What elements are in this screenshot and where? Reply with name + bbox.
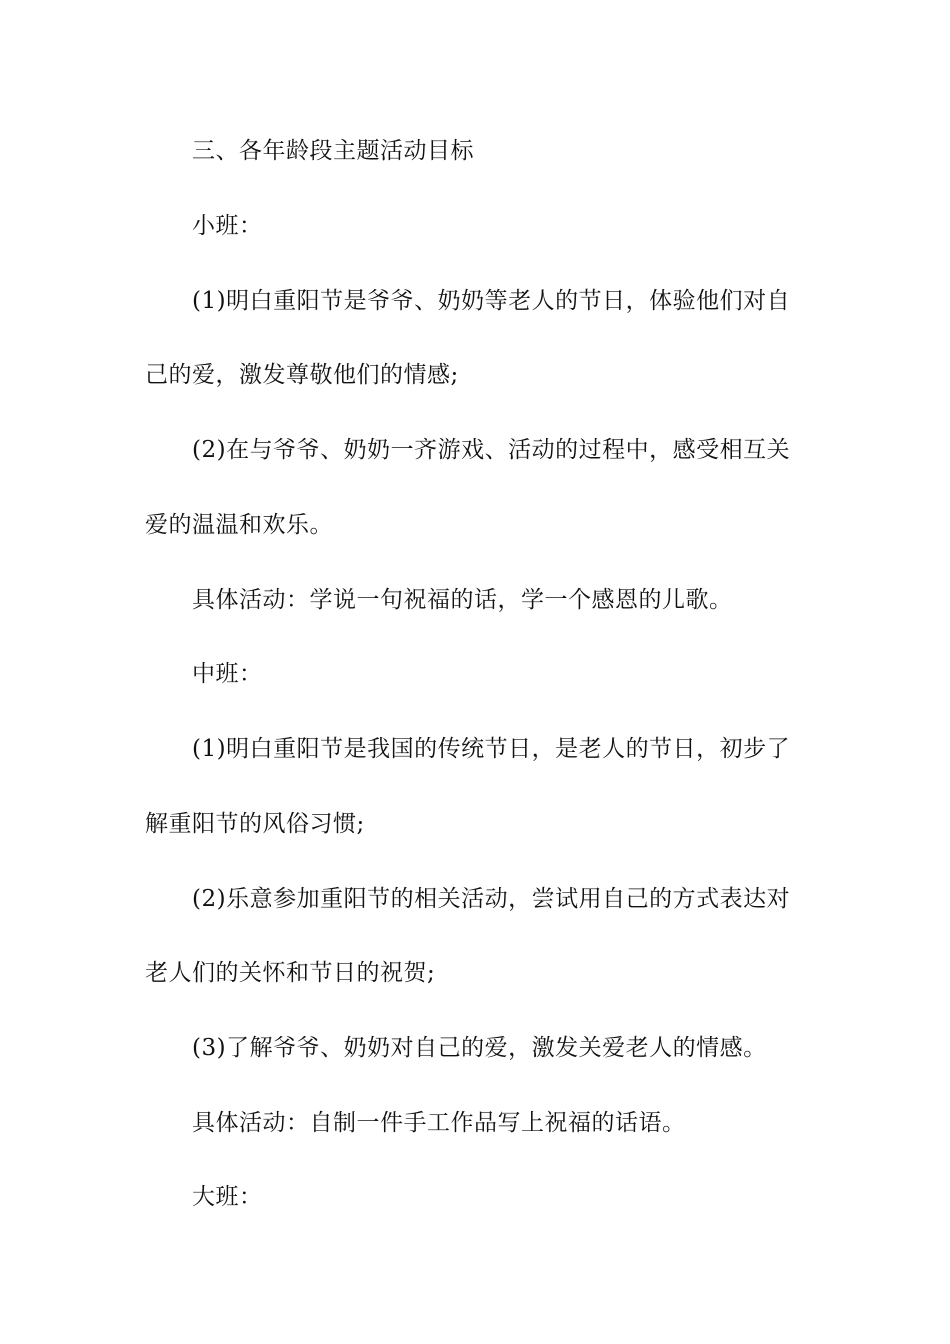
paragraph-line: (2)乐意参加重阳节的相关活动，尝试用自己的方式表达对 xyxy=(192,886,791,912)
paragraph-line: (1)明白重阳节是我国的传统节日，是老人的节日，初步了 xyxy=(192,736,791,762)
paragraph-line: 己的爱，激发尊敬他们的情感; xyxy=(145,362,459,388)
class-heading-small: 小班： xyxy=(192,213,263,239)
paragraph-line: (3)了解爷爷、奶奶对自己的爱，激发关爱老人的情感。 xyxy=(192,1035,767,1061)
paragraph-line: 爱的温温和欢乐。 xyxy=(145,512,333,538)
section-heading: 三、各年龄段主题活动目标 xyxy=(192,138,474,164)
paragraph-line: (1)明白重阳节是爷爷、奶奶等老人的节日，体验他们对自 xyxy=(192,288,791,314)
activity-line: 具体活动：自制一件手工作品写上祝福的话语。 xyxy=(192,1110,686,1136)
paragraph-line: 老人们的关怀和节日的祝贺; xyxy=(145,960,436,986)
paragraph-line: 解重阳节的风俗习惯; xyxy=(145,811,365,837)
class-heading-middle: 中班： xyxy=(192,661,263,687)
class-heading-large: 大班： xyxy=(192,1184,263,1210)
paragraph-line: (2)在与爷爷、奶奶一齐游戏、活动的过程中，感受相互关 xyxy=(192,437,791,463)
activity-line: 具体活动：学说一句祝福的话，学一个感恩的儿歌。 xyxy=(192,587,733,613)
